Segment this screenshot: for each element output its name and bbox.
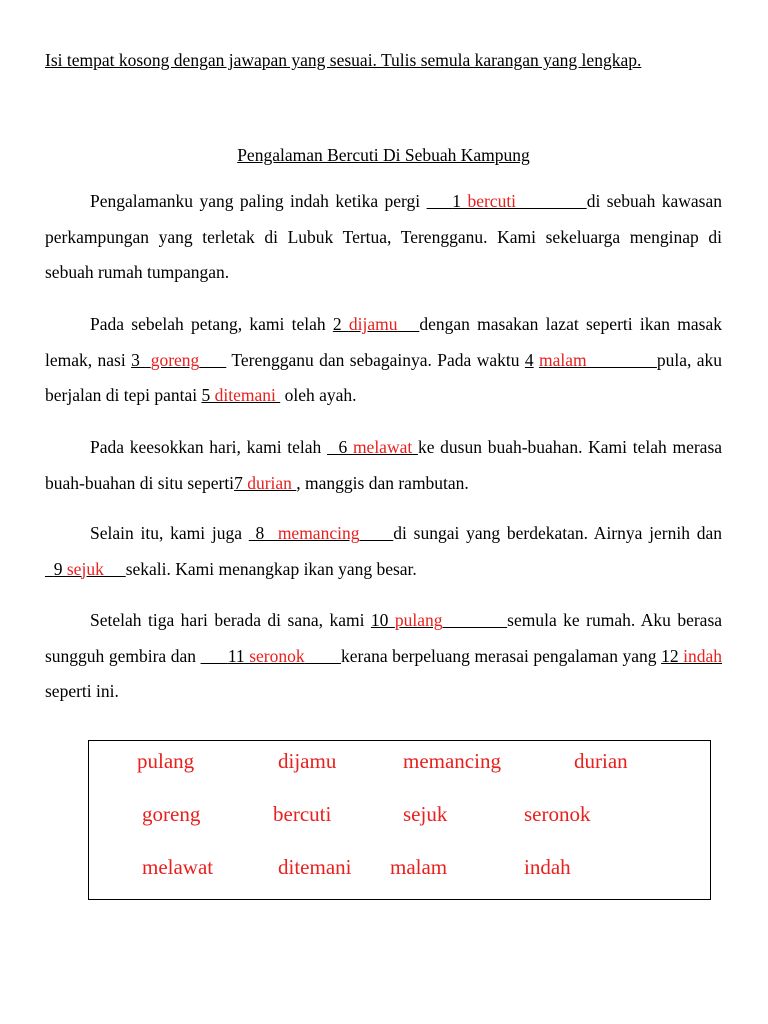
paragraph-text: Pada keesokkan hari, kami telah	[90, 437, 328, 457]
paragraph-5	[45, 603, 722, 710]
word-bank-item: malam	[390, 855, 448, 879]
answer-7: durian	[247, 472, 292, 493]
paragraph-text: pula, aku berjalan di tepi pantai	[45, 349, 723, 405]
paragraph-text: Selain itu, kami juga	[90, 523, 249, 543]
answer-12: indah	[683, 645, 722, 666]
word-bank-item: melawat	[142, 855, 214, 879]
word-bank-item: pulang	[137, 749, 195, 773]
answer-9: sejuk	[66, 558, 104, 579]
paragraph-1	[45, 184, 722, 291]
blank-number: 9	[53, 558, 67, 579]
paragraph-text: Pada sebelah petang, kami telah	[90, 314, 333, 334]
blank-number: 4	[524, 349, 534, 370]
paragraph-text: semula ke rumah. Aku berasa sungguh gembira dan	[45, 610, 723, 666]
paragraph-4	[45, 516, 722, 587]
blank-4	[539, 350, 657, 370]
paragraph-text: , manggis dan rambutan.	[296, 472, 469, 493]
blank-8	[249, 523, 394, 543]
answer-8: memancing	[277, 523, 360, 543]
answer-1: bercuti	[467, 191, 517, 211]
paragraph-text: Terengganu dan sebagainya. Pada waktu	[226, 349, 525, 370]
answer-2: dijamu	[348, 314, 398, 334]
answer-3: goreng	[150, 349, 200, 370]
word-bank-box	[88, 740, 711, 900]
word-bank-item: ditemani	[278, 855, 352, 879]
blank-number: 12	[661, 645, 684, 666]
answer-6: melawat	[352, 437, 413, 457]
blank-number: 10	[370, 610, 395, 630]
paragraph-2	[45, 307, 722, 414]
answer-10: pulang	[394, 610, 443, 630]
blank-9	[45, 559, 126, 579]
word-bank-item: memancing	[403, 749, 501, 773]
word-bank-item: sejuk	[403, 802, 448, 826]
blank-number: 7	[234, 472, 248, 493]
blank-number: 11	[227, 645, 250, 666]
blank-3	[131, 350, 226, 370]
blank-number: 8	[255, 523, 272, 543]
blank-number: 5	[201, 385, 215, 405]
answer-11: seronok	[249, 645, 305, 666]
blank-number: 2	[332, 314, 349, 334]
paragraph-text: oleh ayah.	[280, 385, 357, 405]
word-bank-item: goreng	[142, 802, 201, 826]
blank-number: 1	[452, 191, 468, 211]
blank-1	[427, 191, 587, 211]
blank-10	[371, 610, 507, 630]
essay-title: Pengalaman Bercuti Di Sebuah Kampung	[237, 145, 530, 165]
paragraph-text: seperti ini.	[45, 681, 119, 701]
blank-number: 3	[131, 349, 146, 370]
paragraph-text: Setelah tiga hari berada di sana, kami	[90, 610, 371, 630]
blank-4-number	[525, 350, 534, 370]
answer-4: malam	[539, 349, 587, 370]
word-bank-item: dijamu	[278, 749, 337, 773]
blank-7	[234, 473, 296, 493]
paragraph-text: sekali. Kami menangkap ikan yang besar.	[125, 558, 417, 579]
paragraph-text: di sungai yang berdekatan. Airnya jernih dan	[393, 523, 723, 543]
blank-2	[333, 314, 419, 334]
blank-11	[201, 646, 341, 666]
paragraph-3	[45, 430, 722, 501]
word-bank-item: indah	[524, 855, 571, 879]
blank-6	[327, 437, 418, 457]
word-bank-item: bercuti	[273, 802, 332, 826]
paragraph-text: ke dusun buah-buahan. Kami telah merasa buah-buahan di situ seperti	[45, 437, 723, 493]
answer-5: ditemani	[214, 385, 276, 405]
paragraph-text: kerana berpeluang merasai pengalaman yang	[340, 645, 662, 666]
instruction-text: Isi tempat kosong dengan jawapan yang sesuai. Tulis semula karangan yang lengkap.	[45, 50, 642, 70]
paragraph-text: dengan masakan lazat seperti ikan masak lemak, nasi	[45, 314, 723, 370]
paragraph-text: Pengalamanku yang paling indah ketika pergi	[90, 191, 427, 211]
word-bank-item: seronok	[524, 802, 591, 826]
word-bank-item: durian	[574, 749, 628, 773]
paragraph-text: di sebuah kawasan perkampungan yang terletak di Lubuk Tertua, Terengganu. Kami sekeluarga menginap di sebuah rumah tumpangan.	[45, 191, 722, 282]
blank-number: 6	[338, 437, 353, 457]
blank-12	[661, 646, 722, 666]
blank-5	[201, 385, 280, 405]
